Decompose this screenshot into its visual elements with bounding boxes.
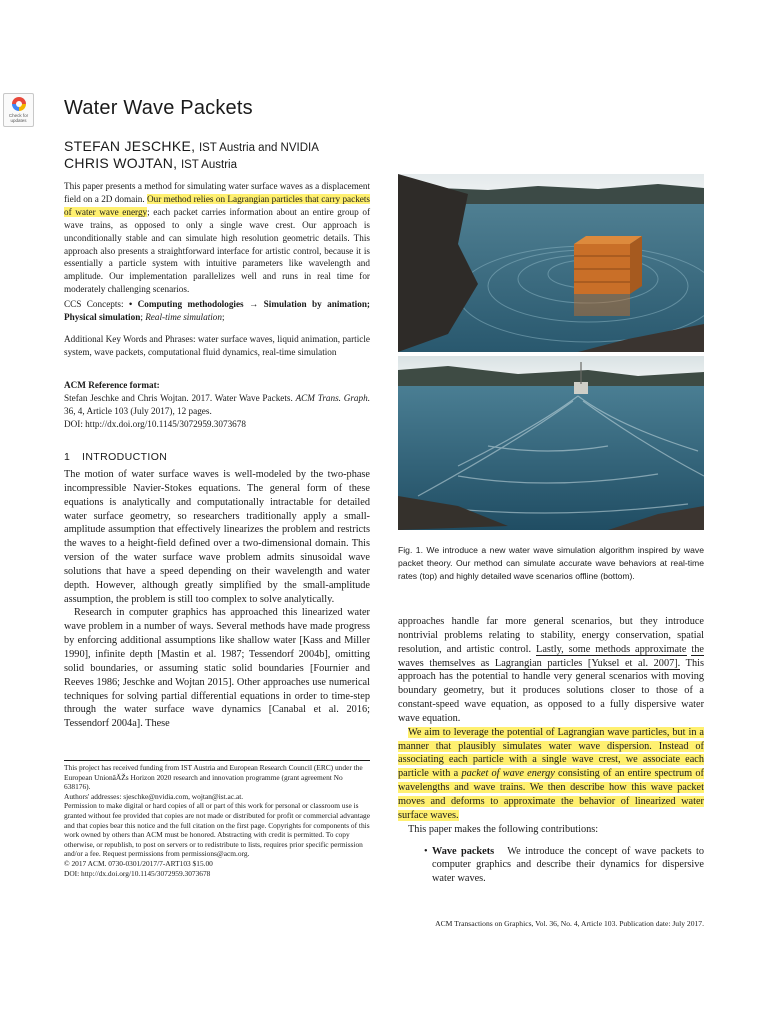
highlighted-text[interactable]: consisting of an entire spectrum of wavelengths and wave trains. We then describe how this wave packet moves and deforms to approximate the behavior of linearized water surface waves. (398, 768, 704, 821)
footnote: This project has received funding from IST Austria and European Research Council (ERC) under the European UnionâĂŽs Horizon 2020 research and innovation programme (grant agreement No 638176). Authors' addresses: sjeschke@nvidia.com, wojtan@ist.ac.at. Permission to make digital or hard copies of all or part of this work for personal or classroom use is granted without fee provided that copies are not made or distributed for profit or commercial advantage and that copies bear this notice and the full citation on the first page. Copyrights for components of this work owned by others than ACM must be honored. Abstracting with credit is permitted. To copy otherwise, or republish, to post on servers or to redistribute to lists, requires prior specific permission and/or a fee. Request permissions from permissions@acm.org. © 2017 ACM. 0730-0301/2017/7-ART103 $15.00 DOI: http://dx.doi.org/10.1145/3072959.3073678 (64, 763, 370, 878)
bullet-icon: • (424, 845, 428, 857)
author-name: STEFAN JESCHKE, (64, 138, 196, 154)
underlined-text[interactable]: the waves themselves as Lagrangian particles [Yuksel et al. 2007]. (398, 643, 705, 669)
section-heading: 1 INTRODUCTION (64, 451, 168, 463)
paper-title: Water Wave Packets (64, 97, 253, 119)
ccs-concepts: CCS Concepts: • Computing methodologies → Simulation by animation; Physical simulation; Real-time simulation; (64, 299, 370, 322)
contribution-list-item: • Wave packets We introduce the concept of wave packets to computer graphics and describe their dynamics for dispersive water waves. (398, 845, 704, 887)
abstract: This paper presents a method for simulating water surface waves as a displacement field on a 2D domain. Our method relies on Lagrangian particles that carry packets of water wave energy; each packet carries information about an entire group of wave trains, as opposed to only a single wave crest. Our approach is unconditionally stable and can simulate high resolution geometric details. This approach also presents a straightforward interface for artistic control, because it is essentially a particle system with intuitive parameters like wavelength and amplitude. Our implementation parallelizes well and runs in real time for moderately challenging scenarios. (64, 181, 371, 295)
footnote-divider (64, 760, 370, 761)
right-paragraph-1: approaches handle far more general scenarios, but they introduce nontrivial problems relating to stability, energy conservation, spatial resolution, and artistic control. Lastly, some methods approximate the waves themselves as Lagrangian particles [Yuksel et al. 2007]. This approach has the potential to handle very general scenarios with moving boundary geometry, but it produces solutions closer to those of a constant-speed wave equation, as opposed to a fully dispersive water wave equation. (398, 616, 705, 724)
badge-label: Check for updates (8, 113, 29, 123)
acm-reference-heading: ACM Reference format: (64, 380, 160, 390)
underlined-text[interactable]: Lastly, some methods approximate (536, 643, 687, 655)
doi-link[interactable]: DOI: http://dx.doi.org/10.1145/3072959.3073678 (64, 418, 246, 429)
author-2 (64, 155, 237, 171)
intro-paragraph-1: The motion of water surface waves is well-modeled by the two-phase incompressible Navier-Stokes equations. The general form of these equations is analytically and computationally intractable for detailed water surface geometry, so researchers traditionally apply a small-amplitude assumption that effectively linearizes the problem and restricts the waves to a height-field defined over a two-dimensional domain. This version of the water surface wave problem admits sinusoidal wave solutions that have a speed depending on their wavelength and water depth. However, although greatly simplified by the small-amplitude assumption, the problem is still too complex to solve analytically. (64, 469, 370, 605)
acm-reference: ACM Reference format: Stefan Jeschke and Chris Wojtan. 2017. Water Wave Packets. ACM Trans. Graph. 36, 4, Article 103 (July 2017), 12 pages. DOI: http://dx.doi.org/10.1145/3072959.3073678 (64, 380, 370, 429)
figure-image-top (398, 174, 704, 352)
author-name: CHRIS WOJTAN, (64, 155, 178, 171)
author-affiliation: IST Austria and NVIDIA (198, 142, 319, 154)
figure-image-bottom (398, 356, 704, 530)
highlighted-text[interactable]: Our method relies on Lagrangian particles that carry packets of water wave energy (64, 193, 371, 217)
highlighted-text[interactable]: We aim to leverage the potential of Lagrangian wave particles, but in a manner that plausibly simulates water wave dispersion. Instead of associating each particle with a single wave crest, we associate each particle with a (398, 726, 704, 780)
right-paragraph-2 (398, 726, 704, 823)
author-1 (64, 138, 319, 154)
right-paragraph-3: This paper makes the following contributions: (408, 823, 599, 835)
check-for-updates-badge[interactable] (3, 93, 34, 127)
update-icon (12, 97, 26, 111)
journal-footer: ACM Transactions on Graphics, Vol. 36, No. 4, Article 103. Publication date: July 2017. (435, 919, 704, 928)
figure-caption: Fig. 1. We introduce a new water wave simulation algorithm inspired by wave packet theory. Our method can simulate accurate wave behaviors at real-time rates (top) and highly detailed wave scenarios offline (bottom). (398, 545, 704, 581)
keywords: Additional Key Words and Phrases: water surface waves, liquid animation, particle system, wave packets, computational fluid dynamics, real-time simulation (64, 334, 370, 357)
intro-paragraph-2: Research in computer graphics has approached this linearized water wave problem in a number of ways. Several methods have made progress by enforcing additional assumptions like shallow water [Kass and Miller 1990], infinite depth [Mastin et al. 1987; Tessendorf 2004b], omitting solid boundaries, or assuming static solid boundaries [Fournier and Reeves 1986; Jeschke and Wojtan 2015]. Other approaches use numerical techniques for solving partial differential equations in order to time-step through the water surface wave dynamics [Canabal et al. 2016; Tessendorf 2004a]. These (64, 607, 370, 730)
right-column-body (398, 615, 704, 886)
author-affiliation: IST Austria (180, 159, 237, 171)
highlighted-text[interactable]: packet of wave energy (461, 768, 555, 780)
intro-body (64, 468, 370, 731)
